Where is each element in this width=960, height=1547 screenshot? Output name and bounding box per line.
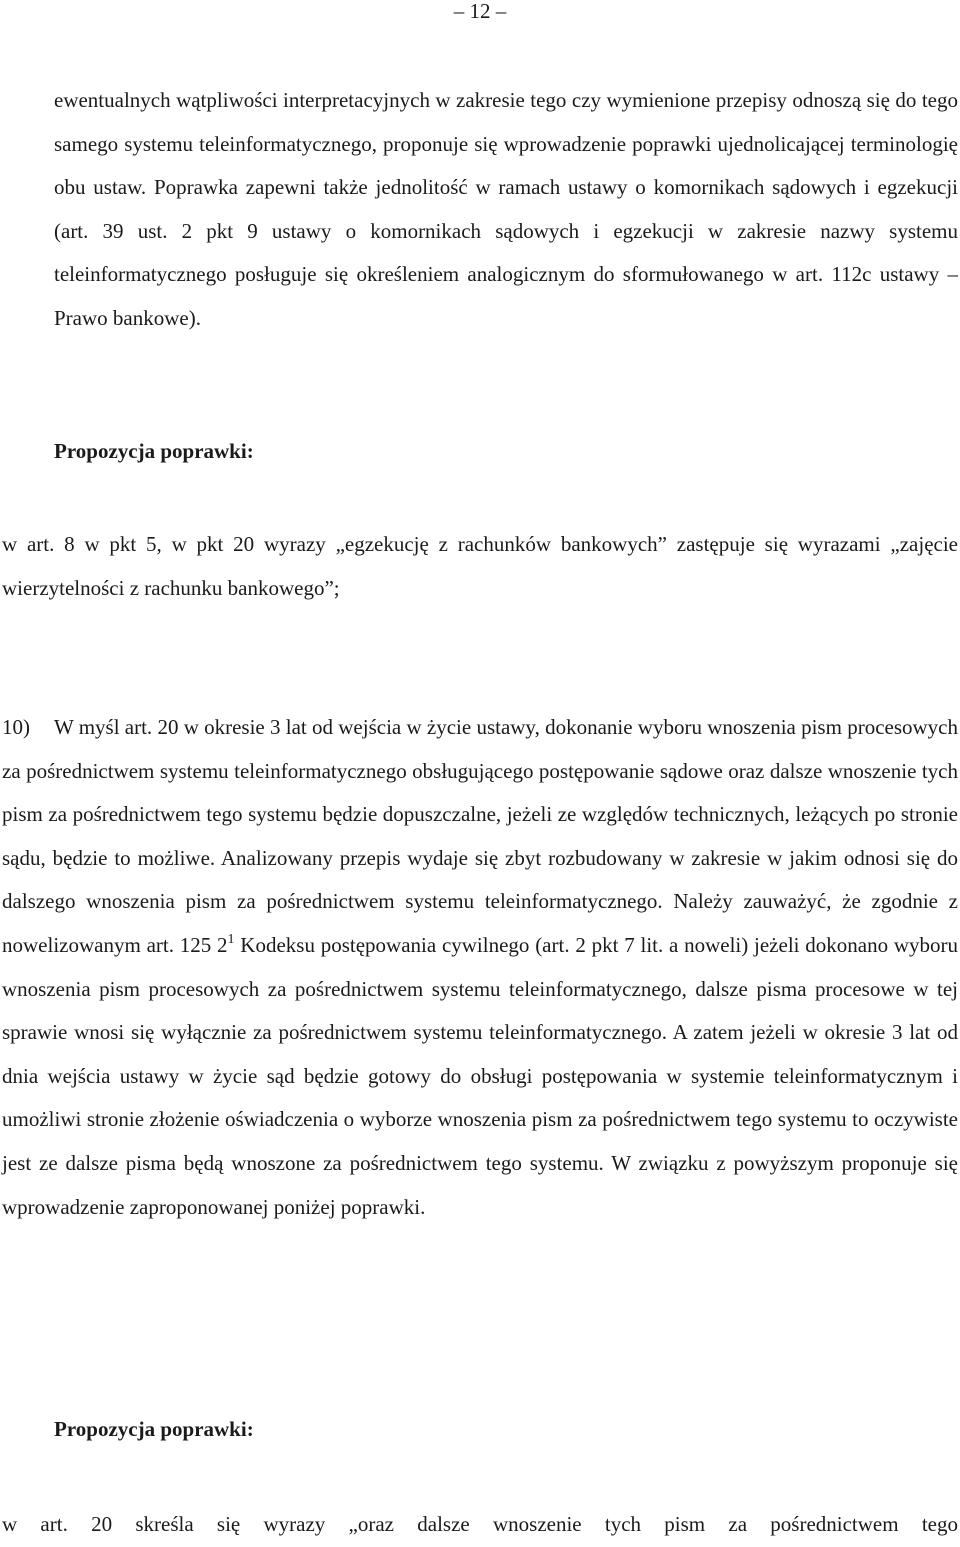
paragraph-superscript: 1 <box>227 931 235 947</box>
item-text-part-2: Kodeksu postępowania cywilnego (art. 2 pkt 7 lit. a noweli) jeżeli dokonano wyboru wnoszenia pism procesowych za pośrednictwem systemu teleinformatycznego, dalsze pisma procesowe w tej sprawie wnosi się wyłącznie za pośrednictwem systemu teleinformatycznego. A zatem jeżeli w okresie 3 lat od dnia wejścia ustawy w życie sąd będzie gotowy do obsługi postępowania w systemie teleinformatycznym i umożliwi stronie złożenie oświadczenia o wyborze wnoszenia pism za pośrednictwem tego systemu to oczywiste jest ze dalsze pisma będą wnoszone za pośrednictwem tego systemu. W związku z powyższym proponuje się wprowadzenie zaproponowanej poniżej poprawki. <box>2 932 959 1219</box>
amendment-text-2: w art. 20 skreśla się wyrazy „oraz dalsze wnoszenie tych pism za pośrednictwem tego <box>2 1512 958 1536</box>
justification-paragraph: ewentualnych wątpliwości interpretacyjnych w zakresie tego czy wymienione przepisy odnoszą się do tego samego systemu teleinformatycznego, proponuje się wprowadzenie poprawki ujednolicającej terminologię obu ustaw. Poprawka zapewni także jednolitość w ramach ustawy o komornikach sądowych i egzekucji (art. 39 ust. 2 pkt 9 ustawy o komornikach sądowych i egzekucji w zakresie nazwy systemu teleinformatycznego posługuje się określeniem analogicznym do sformułowanego w art. 112c ustawy – Prawo bankowe). <box>54 88 958 330</box>
item-number: 10) <box>2 715 30 739</box>
amendment-heading-2: Propozycja poprawki: <box>54 1417 254 1441</box>
amendment-heading: Propozycja poprawki: <box>54 439 254 463</box>
page-number: – 12 – <box>453 0 507 23</box>
numbered-item-10 <box>2 706 958 1229</box>
amendment-text: w art. 8 w pkt 5, w pkt 20 wyrazy „egzekucję z rachunków bankowych” zastępuje się wyrazami „zajęcie wierzytelności z rachunku bankowego”; <box>2 532 958 600</box>
item-text-part-1: W myśl art. 20 w okresie 3 lat od wejścia w życie ustawy, dokonanie wyboru wnoszenia pism procesowych za pośrednictwem systemu teleinformatycznego obsługującego postępowanie sądowe oraz dalsze wnoszenie tych pism za pośrednictwem tego systemu będzie dopuszczalne, jeżeli ze względów technicznych, leżących po stronie sądu, będzie to możliwe. Analizowany przepis wydaje się zbyt rozbudowany w zakresie w jakim odnosi się do dalszego wnoszenia pism za pośrednictwem systemu teleinformatycznego. Należy zauważyć, że zgodnie z nowelizowanym art. 125 2 <box>2 715 958 957</box>
